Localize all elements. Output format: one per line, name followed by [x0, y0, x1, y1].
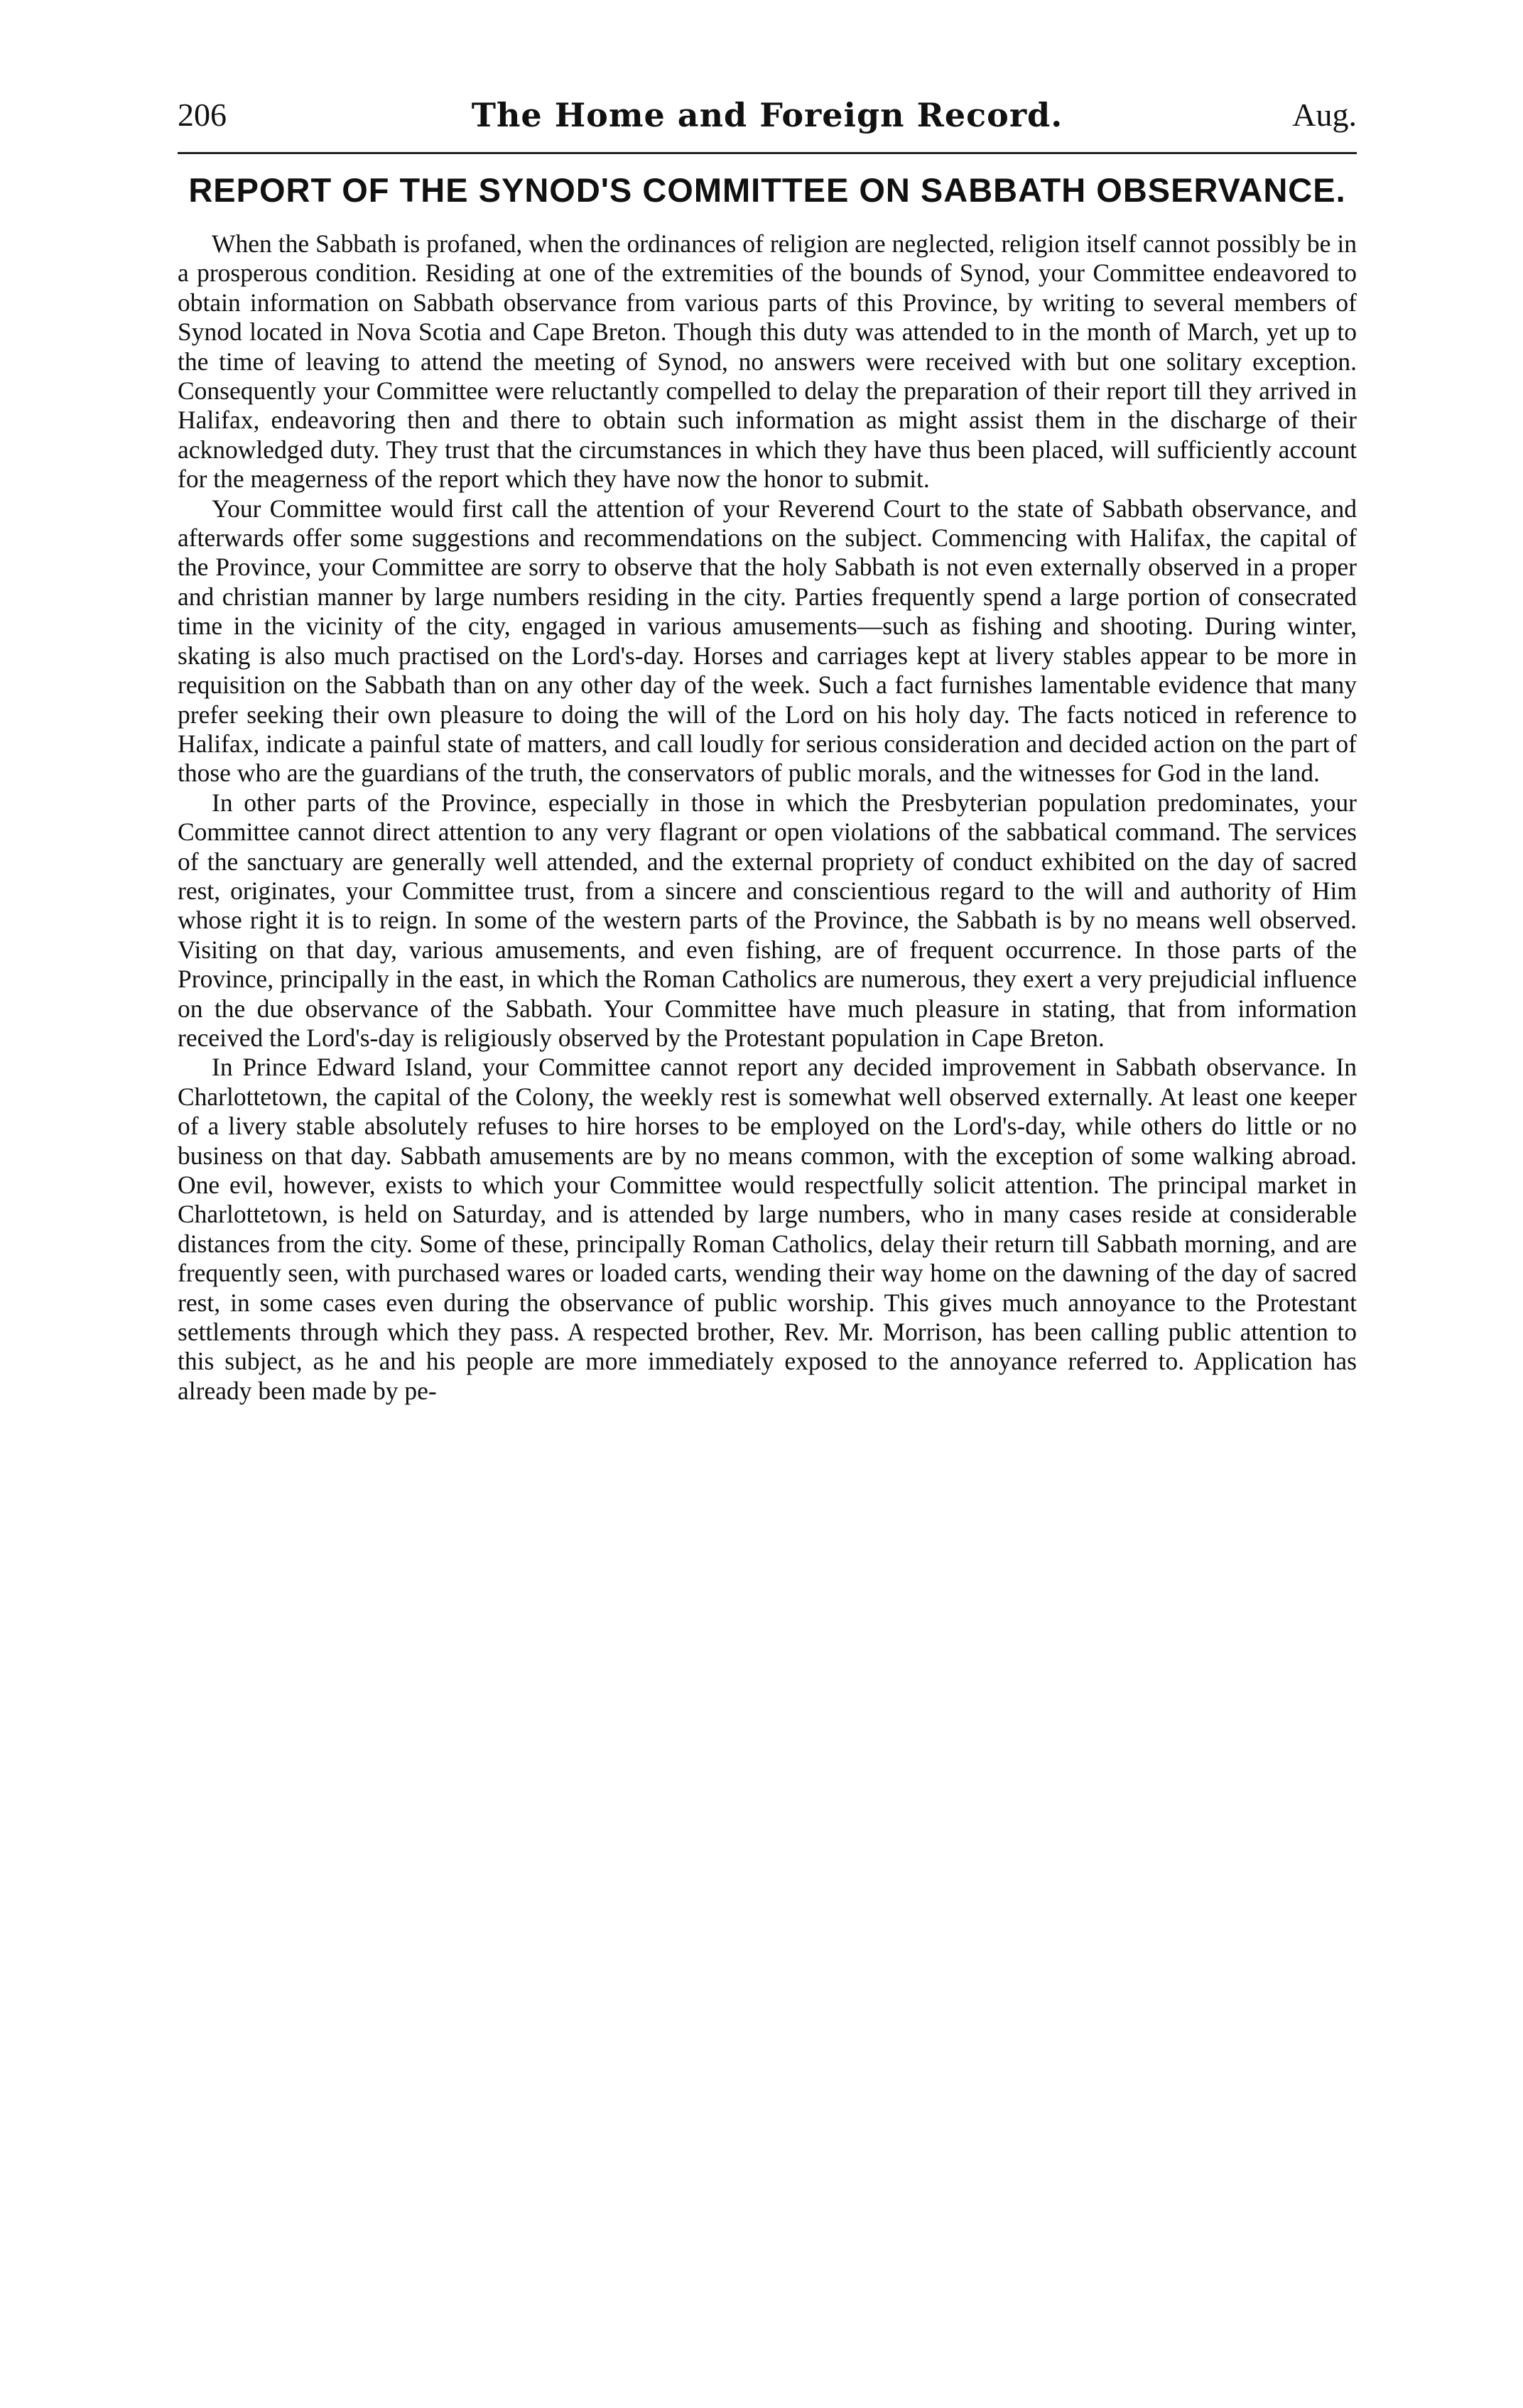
document-page — [178, 85, 1357, 1406]
issue-month: Aug. — [1292, 97, 1357, 133]
paragraph: Your Committee would first call the attention of your Reverend Court to the state of Sabbath observance, and afterwards offer some suggestions and recommendations on the subject. Commencing with Halifax, the capital of the Province, your Committee are sorry to observe that the holy Sabbath is not even externally observed in a proper and christian manner by large numbers residing in the city. Parties frequently spend a large portion of consecrated time in the vicinity of the city, engaged in various amusements—such as fishing and shooting. During winter, skating is also much practised on the Lord's-day. Horses and carriages kept at livery stables appear to be more in requisition on the Sabbath than on any other day of the week. Such a fact furnishes lamentable evidence that many prefer seeking their own pleasure to doing the will of the Lord on his holy day. The facts noticed in reference to Halifax, indicate a painful state of matters, and call loudly for serious consideration and decided action on the part of those who are the guardians of the truth, the conservators of public morals, and the witnesses for God in the land. — [178, 494, 1357, 788]
header-rule — [178, 152, 1357, 154]
paragraph: In Prince Edward Island, your Committee cannot report any decided improvement in Sabbath observance. In Charlottetown, the capital of the Colony, the weekly rest is somewhat well observed externally. At least one keeper of a livery stable absolutely refuses to hire horses to be employed on the Lord's-day, while others do little or no business on that day. Sabbath amusements are by no means common, with the exception of some walking abroad. One evil, however, exists to which your Committee would respectfully solicit attention. The principal market in Charlottetown, is held on Saturday, and is attended by large numbers, who in many cases reside at considerable distances from the city. Some of these, principally Roman Catholics, delay their return till Sabbath morning, and are frequently seen, with purchased wares or loaded carts, wending their way home on the dawning of the day of sacred rest, in some cases even during the observance of public worship. This gives much annoyance to the Protestant settlements through which they pass. A respected brother, Rev. Mr. Morrison, has been calling public attention to this subject, as he and his people are more immediately exposed to the annoyance referred to. Application has already been made by pe- — [178, 1053, 1357, 1405]
paragraph: When the Sabbath is profaned, when the ordinances of religion are neglected, religion itself cannot possibly be in a prosperous condition. Residing at one of the extremities of the bounds of Synod, your Committee endeavored to obtain information on Sabbath observance from various parts of this Province, by writing to several members of Synod located in Nova Scotia and Cape Breton. Though this duty was attended to in the month of March, yet up to the time of leaving to attend the meeting of Synod, no answers were received with but one solitary exception. Consequently your Committee were reluctantly compelled to delay the preparation of their report till they arrived in Halifax, endeavoring then and there to obtain such information as might assist them in the discharge of their acknowledged duty. They trust that the circumstances in which they have thus been placed, will sufficiently account for the meagerness of the report which they have now the honor to submit. — [178, 229, 1357, 494]
article-title: REPORT OF THE SYNOD'S COMMITTEE ON SABBATH OBSERVANCE. — [188, 171, 1346, 209]
paragraph: In other parts of the Province, especially in those in which the Presbyterian population predominates, your Committee cannot direct attention to any very flagrant or open violations of the sabbatical command. The services of the sanctuary are generally well attended, and the external propriety of conduct exhibited on the day of sacred rest, originates, your Committee trust, from a sincere and conscientious regard to the will and authority of Him whose right it is to reign. In some of the western parts of the Province, the Sabbath is by no means well observed. Visiting on that day, various amusements, and even fishing, are of frequent occurrence. In those parts of the Province, principally in the east, in which the Roman Catholics are numerous, they exert a very prejudicial influence on the due observance of the Sabbath. Your Committee have much pleasure in stating, that from information received the Lord's-day is religiously observed by the Protestant population in Cape Breton. — [178, 788, 1357, 1052]
page-number: 206 — [178, 97, 227, 133]
journal-title: The Home and Foreign Record. — [471, 96, 1063, 134]
article-body — [178, 229, 1357, 1406]
running-header — [178, 85, 1357, 145]
